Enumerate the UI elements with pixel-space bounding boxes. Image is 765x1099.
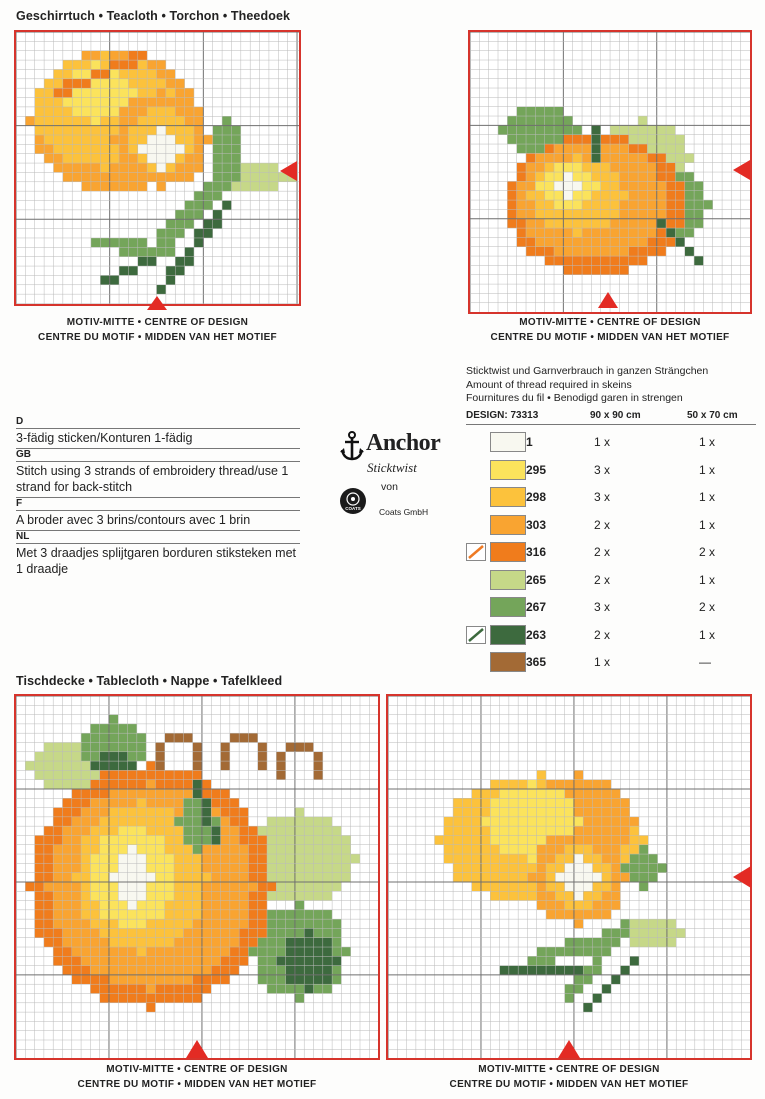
size-50-label: 50 x 70 cm bbox=[687, 410, 738, 421]
quantity-90: 3 x bbox=[594, 600, 611, 614]
flower-pattern-grid bbox=[388, 696, 750, 1058]
legend-intro bbox=[466, 365, 708, 406]
pumpkin-pattern-grid bbox=[470, 32, 750, 312]
anchor-brand bbox=[340, 428, 440, 528]
flower-pattern-grid bbox=[16, 32, 299, 304]
instruction-label: NL bbox=[16, 531, 300, 544]
quantity-90: 2 x bbox=[594, 627, 611, 642]
caption-line1: MOTIV-MITTE • CENTRE OF DESIGN bbox=[478, 1064, 660, 1075]
legend-row bbox=[466, 538, 756, 565]
centre-marker-bottom bbox=[598, 292, 618, 308]
legend-row bbox=[466, 483, 756, 510]
instruction-text: A broder avec 3 brins/contours avec 1 brin bbox=[16, 511, 300, 531]
legend-row bbox=[466, 511, 756, 538]
bottom-section-title: Tischdecke • Tablecloth • Nappe • Tafelkleed bbox=[16, 674, 283, 688]
quantity-50: — bbox=[699, 655, 711, 669]
von-label: von bbox=[381, 481, 398, 493]
centre-marker-right bbox=[280, 161, 297, 181]
quantity-50: 2 x bbox=[699, 600, 716, 614]
chart-tablecloth-flower bbox=[386, 694, 752, 1060]
chart-tablecloth-pumpkin bbox=[14, 694, 380, 1060]
quantity-50: 1 x bbox=[699, 517, 716, 532]
color-swatch bbox=[490, 460, 526, 480]
thread-code: 298 bbox=[526, 490, 547, 504]
quantity-50: 1 x bbox=[699, 572, 716, 587]
coats-company-label: Coats GmbH bbox=[379, 507, 429, 517]
chart-teacloth-pumpkin bbox=[468, 30, 752, 314]
backstitch-icon bbox=[466, 626, 486, 644]
quantity-90: 3 x bbox=[594, 490, 611, 504]
sticktwist-label: Sticktwist bbox=[367, 460, 417, 475]
quantity-90: 3 x bbox=[594, 462, 611, 477]
backstitch-icon bbox=[466, 543, 486, 561]
legend-row bbox=[466, 428, 756, 455]
design-label: DESIGN: 73313 bbox=[466, 410, 539, 421]
legend-row bbox=[466, 648, 756, 675]
caption-line1: MOTIV-MITTE • CENTRE OF DESIGN bbox=[519, 317, 701, 328]
thread-code: 1 bbox=[526, 435, 533, 449]
color-swatch bbox=[490, 487, 526, 507]
anchor-logo-text: Anchor bbox=[366, 430, 441, 456]
color-swatch bbox=[490, 515, 526, 535]
legend-intro-line: Amount of thread required in skeins bbox=[466, 378, 632, 391]
instruction-text: Stitch using 3 strands of embroidery thread/use 1 strand for back-stitch bbox=[16, 462, 300, 498]
centre-marker-bottom bbox=[147, 296, 167, 310]
caption-line2: CENTRE DU MOTIF • MIDDEN VAN HET MOTIEF bbox=[449, 1079, 689, 1090]
coats-logo-text: COATS bbox=[345, 506, 361, 511]
thread-code: 265 bbox=[526, 572, 547, 587]
quantity-90: 1 x bbox=[594, 655, 611, 669]
thread-code: 295 bbox=[526, 462, 547, 477]
thread-code: 267 bbox=[526, 600, 547, 614]
caption-line2: CENTRE DU MOTIF • MIDDEN VAN HET MOTIEF bbox=[490, 332, 730, 343]
color-swatch bbox=[490, 597, 526, 617]
quantity-50: 1 x bbox=[699, 627, 716, 642]
centre-marker-right bbox=[733, 160, 750, 180]
color-swatch bbox=[490, 542, 526, 562]
coats-logo bbox=[340, 488, 366, 514]
color-swatch bbox=[490, 652, 526, 672]
instruction-text: Met 3 draadjes splijtgaren borduren stiksteken met 1 draadje bbox=[16, 546, 297, 576]
caption-line2: CENTRE DU MOTIF • MIDDEN VAN HET MOTIEF bbox=[38, 332, 277, 343]
legend-intro-line: Sticktwist und Garnverbrauch in ganzen Strängchen bbox=[466, 365, 709, 377]
size-90-label: 90 x 90 cm bbox=[590, 410, 641, 421]
caption-line1: MOTIV-MITTE • CENTRE OF DESIGN bbox=[66, 317, 249, 328]
legend-row bbox=[466, 593, 756, 620]
instruction-text: 3-fädig sticken/Konturen 1-fädig bbox=[16, 429, 300, 449]
pumpkin-pattern-grid bbox=[16, 696, 378, 1058]
thread-code: 316 bbox=[526, 545, 547, 559]
quantity-50: 1 x bbox=[699, 435, 716, 449]
instruction-label: F bbox=[16, 498, 300, 511]
instructions-block bbox=[16, 416, 300, 579]
color-swatch bbox=[490, 570, 526, 590]
centre-marker-bottom bbox=[558, 1040, 580, 1058]
quantity-90: 2 x bbox=[594, 545, 611, 559]
quantity-90: 2 x bbox=[594, 517, 611, 532]
legend-row bbox=[466, 456, 756, 483]
legend-row bbox=[466, 621, 756, 648]
legend-intro-line: Fournitures du fil • Benodigd garen in strengen bbox=[466, 392, 683, 404]
color-swatch bbox=[490, 432, 526, 452]
legend-header bbox=[466, 409, 756, 425]
caption-line1: MOTIV-MITTE • CENTRE OF DESIGN bbox=[106, 1064, 288, 1075]
quantity-50: 2 x bbox=[699, 545, 716, 559]
quantity-90: 2 x bbox=[594, 572, 611, 587]
instruction-label: GB bbox=[16, 449, 300, 462]
centre-marker-right bbox=[733, 866, 751, 888]
thread-code: 365 bbox=[526, 655, 547, 669]
centre-marker-bottom bbox=[186, 1040, 208, 1058]
color-swatch bbox=[490, 625, 526, 645]
legend-row bbox=[466, 566, 756, 593]
thread-code: 263 bbox=[526, 627, 547, 642]
chart-teacloth-flower bbox=[14, 30, 301, 306]
anchor-icon bbox=[340, 431, 364, 461]
top-section-title: Geschirrtuch • Teacloth • Torchon • Theedoek bbox=[16, 9, 291, 23]
instruction-label: D bbox=[16, 416, 300, 429]
thread-code: 303 bbox=[526, 517, 547, 532]
quantity-50: 1 x bbox=[699, 490, 716, 504]
quantity-90: 1 x bbox=[594, 435, 611, 449]
caption-line2: CENTRE DU MOTIF • MIDDEN VAN HET MOTIEF bbox=[77, 1079, 317, 1090]
quantity-50: 1 x bbox=[699, 462, 716, 477]
